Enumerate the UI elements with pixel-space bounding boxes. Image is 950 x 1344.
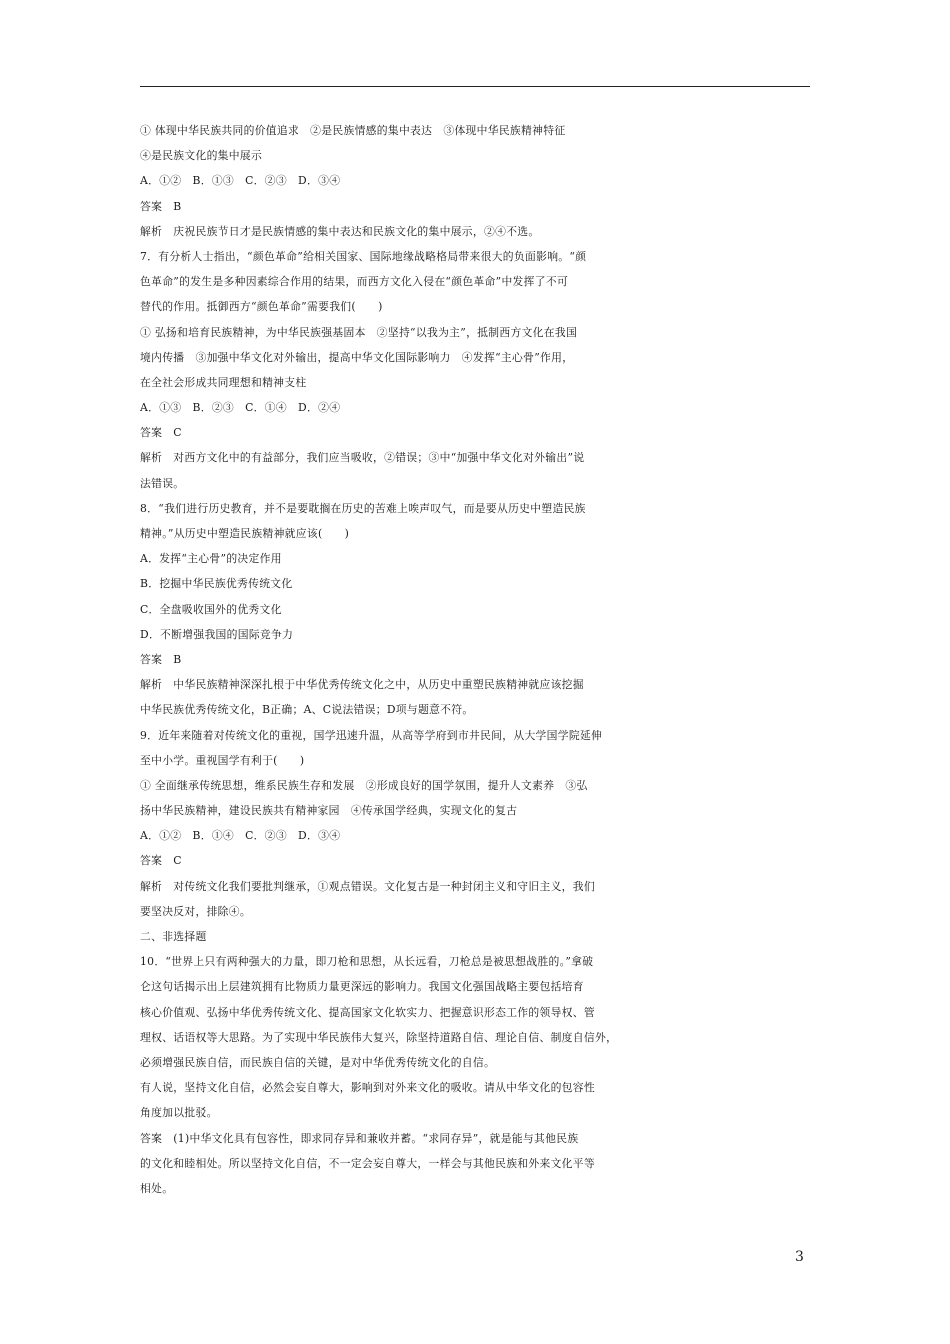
text-line: 解析 庆祝民族节日才是民族情感的集中表达和民族文化的集中展示，②④不选。 bbox=[140, 224, 540, 238]
text-line: 8．“我们进行历史教育，并不是要耽搁在历史的苦难上唉声叹气，而是要从历史中塑造民族 bbox=[140, 501, 586, 515]
text-line: 二、非选择题 bbox=[140, 930, 207, 943]
text-line: 角度加以批驳。 bbox=[140, 1106, 218, 1120]
text-line: 境内传播 ③加强中华文化对外输出，提高中华文化国际影响力 ④发挥“主心骨”作用， bbox=[140, 350, 574, 364]
text-line: A．①③ B．②③ C．①④ D．②④ bbox=[140, 401, 341, 415]
text-line: A．发挥“主心骨”的决定作用 bbox=[140, 552, 282, 566]
text-line: 法错误。 bbox=[140, 476, 185, 490]
text-line: 7．有分析人士指出，“颜色革命”给相关国家、国际地缘战略格局带来很大的负面影响。“颜 bbox=[140, 249, 587, 263]
text-line: ① 全面继承传统思想，维系民族生存和发展 ②形成良好的国学氛围，提升人文素养 ③弘 bbox=[140, 778, 588, 792]
text-line: C．全盘吸收国外的优秀文化 bbox=[140, 602, 282, 616]
text-line: 核心价值观、弘扬中华优秀传统文化、提高国家文化软实力、把握意识形态工作的领导权、管 bbox=[140, 1005, 595, 1019]
text-line: 要坚决反对，排除④。 bbox=[140, 904, 251, 918]
text-line: ① 体现中华民族共同的价值追求 ②是民族情感的集中表达 ③体现中华民族精神特征 bbox=[140, 124, 566, 137]
text-line: 答案 B bbox=[140, 199, 182, 213]
text-line: A．①② B．①④ C．②③ D．③④ bbox=[140, 829, 341, 843]
text-line: 的文化和睦相处。所以坚持文化自信，不一定会妄自尊大，一样会与其他民族和外来文化平等 bbox=[140, 1156, 595, 1170]
text-line: 答案 C bbox=[140, 426, 182, 440]
text-line: 相处。 bbox=[140, 1181, 174, 1195]
text-line: ① 弘扬和培育民族精神，为中华民族强基固本 ②坚持“以我为主”，抵制西方文化在我国 bbox=[140, 325, 578, 339]
text-line: B．挖掘中华民族优秀传统文化 bbox=[140, 577, 293, 591]
text-line: A．①② B．①③ C．②③ D．③④ bbox=[140, 174, 341, 188]
text-line: 色革命”的发生是多种因素综合作用的结果，而西方文化入侵在“颜色革命”中发挥了不可 bbox=[140, 275, 569, 289]
text-line: D．不断增强我国的国际竞争力 bbox=[140, 627, 294, 641]
text-line: ④是民族文化的集中展示 bbox=[140, 149, 263, 163]
text-line: 解析 对西方文化中的有益部分，我们应当吸收，②错误；③中“加强中华文化对外输出”说 bbox=[140, 451, 585, 465]
text-line: 答案 (1)中华文化具有包容性，即求同存异和兼收并蓄。“求同存异”，就是能与其他民族 bbox=[140, 1131, 579, 1145]
text-line: 扬中华民族精神，建设民族共有精神家园 ④传承国学经典，实现文化的复古 bbox=[140, 804, 518, 818]
text-line: 至中小学。重视国学有利于( ) bbox=[140, 753, 305, 767]
text-line: 中华民族优秀传统文化，B正确；A、C说法错误；D项与题意不符。 bbox=[140, 703, 474, 717]
text-line: 替代的作用。抵御西方“颜色革命”需要我们( ) bbox=[140, 300, 383, 314]
document-body bbox=[140, 118, 818, 1201]
header-rule bbox=[140, 86, 810, 87]
text-line: 9．近年来随着对传统文化的重视，国学迅速升温，从高等学府到市井民间，从大学国学院延伸 bbox=[140, 728, 603, 742]
text-line: 解析 对传统文化我们要批判继承，①观点错误。文化复古是一种封闭主义和守旧主义，我们 bbox=[140, 879, 595, 893]
text-line: 10．“世界上只有两种强大的力量，即刀枪和思想，从长远看，刀枪总是被思想战胜的。”拿破 bbox=[140, 955, 594, 969]
text-line: 在全社会形成共同理想和精神支柱 bbox=[140, 375, 307, 389]
text-line: 必须增强民族自信，而民族自信的关键，是对中华优秀传统文化的自信。 bbox=[140, 1055, 496, 1069]
text-line: 答案 B bbox=[140, 652, 182, 666]
text-line: 仑这句话揭示出上层建筑拥有比物质力量更深远的影响力。我国文化强国战略主要包括培育 bbox=[140, 980, 584, 994]
text-line: 有人说，坚持文化自信，必然会妄自尊大，影响到对外来文化的吸收。请从中华文化的包容性 bbox=[140, 1081, 595, 1095]
text-line: 精神。”从历史中塑造民族精神就应该( ) bbox=[140, 527, 350, 540]
text-line: 答案 C bbox=[140, 854, 182, 868]
text-line: 解析 中华民族精神深深扎根于中华优秀传统文化之中，从历史中重塑民族精神就应该挖掘 bbox=[140, 678, 584, 692]
text-line: 理权、话语权等大思路。为了实现中华民族伟大复兴，除坚持道路自信、理论自信、制度自信外， bbox=[140, 1030, 618, 1044]
page-number: 3 bbox=[795, 1249, 804, 1265]
